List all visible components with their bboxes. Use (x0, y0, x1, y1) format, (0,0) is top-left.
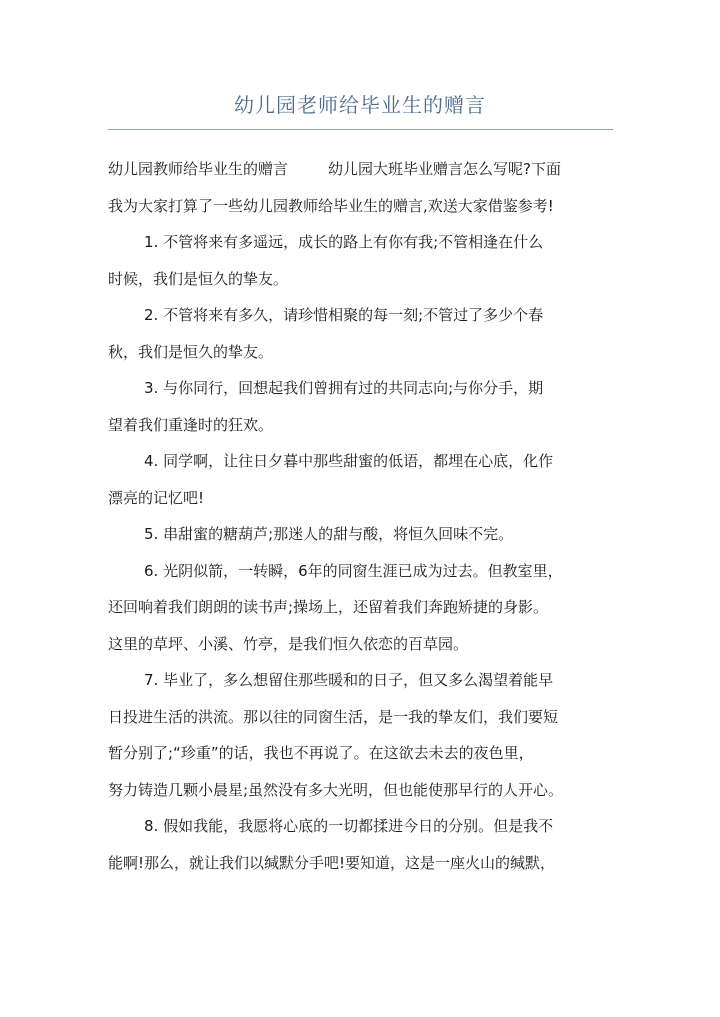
paragraph-line: 我为大家打算了一些幼儿园教师给毕业生的赠言,欢送大家借鉴参考! (108, 196, 554, 215)
paragraph-line: 暂分别了;“珍重”的话，我也不再说了。在这欲去未去的夜色里， (108, 744, 534, 762)
paragraph-line: 还回响着我们朗朗的读书声;操场上，还留着我们奔跑矫捷的身影。 (108, 598, 549, 616)
paragraph-line: 努力铸造几颗小晨星;虽然没有多大光明，但也能使那早行的人开心。 (108, 780, 564, 799)
paragraph-line: 7. 毕业了，多么想留住那些暖和的日子，但又多么渴望着能早 (144, 671, 554, 689)
paragraph-line: 3. 与你同行，回想起我们曾拥有过的共同志向;与你分手，期 (144, 379, 544, 397)
line-text: 幼儿园大班毕业赠言怎么写呢?下面 (328, 160, 561, 178)
paragraph-line: 5. 串甜蜜的糖葫芦;那迷人的甜与酸，将恒久回味不完。 (144, 525, 514, 543)
paragraph-line: 时候，我们是恒久的挚友。 (108, 269, 289, 288)
paragraph-line: 望着我们重逢时的狂欢。 (108, 415, 274, 434)
paragraph-line: 8. 假如我能，我愿将心底的一切都揉进今日的分别。但是我不 (144, 817, 554, 835)
line-text: 幼儿园教师给毕业生的赠言 (108, 160, 289, 178)
paragraph-line: 秋，我们是恒久的挚友。 (108, 342, 274, 361)
paragraph-line: 6. 光阴似箭，一转瞬，6年的同窗生涯已成为过去。但教室里， (144, 561, 563, 580)
title-underline (108, 129, 613, 130)
paragraph-line: 4. 同学啊，让往日夕暮中那些甜蜜的低语，都埋在心底，化作 (144, 452, 554, 470)
paragraph-line: 1. 不管将来有多遥远，成长的路上有你有我;不管相逢在什么 (144, 233, 544, 251)
paragraph-line: 2. 不管将来有多久，请珍惜相聚的每一刻;不管过了多少个春 (144, 306, 544, 324)
paragraph-line (108, 151, 616, 188)
paragraph-line: 能啊!那么，就让我们以缄默分手吧!要知道，这是一座火山的缄默， (108, 853, 556, 872)
paragraph-line: 日投进生活的洪流。那以往的同窗生活，是一我的挚友们，我们要短 (108, 707, 559, 726)
paragraph-line: 这里的草坪、小溪、竹亭，是我们恒久依恋的百草园。 (108, 634, 469, 653)
document-body (108, 151, 616, 881)
paragraph-line: 漂亮的记忆吧! (108, 488, 205, 507)
document-title: 幼儿园老师给毕业生的赠言 (234, 93, 486, 117)
